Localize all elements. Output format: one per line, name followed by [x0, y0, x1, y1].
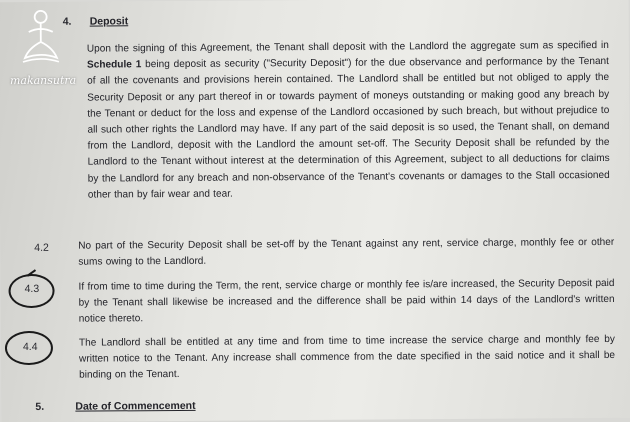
clause-4-2-number: 4.2 — [34, 241, 49, 254]
section-4-number: 4. — [62, 15, 72, 28]
section-5-title: Date of Commencement — [75, 399, 196, 413]
clause-4-4-text: The Landlord shall be entitled at any time and from time to time increase the service charge and monthly fee by written notice to the Tenant. Any increase shall commence from the date specified in the said notice and it shall be binding on the Tenant. — [78, 333, 616, 382]
clause-4-3-text: If from time to time during the Term, the rent, service charge or monthly fee is/are increased, the Security Deposit paid by the Tenant shall likewise be increased and the difference shall be paid within 14 days of the Landlord's written notice thereto. — [78, 277, 615, 326]
section-4-body — [87, 38, 610, 204]
clause-4-2-text: No part of the Security Deposit shall be set-off by the Tenant against any rent, service charge, monthly fee or other sums owing to the Landlord. — [78, 236, 615, 268]
clause-4-3-number: 4.3 — [24, 282, 40, 296]
schedule-reference: Schedule 1 — [86, 59, 142, 71]
seated-figure-icon — [21, 8, 61, 66]
clause-4-4-number: 4.4 — [22, 340, 38, 354]
section-4-title: Deposit — [89, 15, 129, 28]
section-5-number: 5. — [35, 400, 45, 413]
logo-text: makansutra — [9, 73, 77, 88]
section-4-body-rest: being deposit as security ("Security Deposit") for the due observance and performance by the Tenant of all the covenants and provisions herein contained. The Landlord shall be entitled but not obliged to apply the Security Deposit or any part thereof in or towards payment of moneys outstanding or making good any breach by the Tenant or deduct for the loss and expense of the Landlord occasioned by such breach, but without prejudice to all such other rights the Landlord may have. If any part of the said deposit is so used, the Tenant shall, on demand from the Landlord, deposit with the Landlord the amount set-off. The Security Deposit shall be refunded by the Landlord to the Tenant without interest at the determination of this Agreement, subject to all deductions for claims by the Landlord for any breach and non-observance of the Tenant's covenants or damages to the Stall occasioned other than by fair wear and tear. — [87, 56, 610, 201]
makansutra-logo — [3, 8, 83, 88]
section-4-body-start: Upon the signing of this Agreement, the Tenant shall deposit with the Landlord the aggregate sum as specified in — [86, 39, 609, 55]
